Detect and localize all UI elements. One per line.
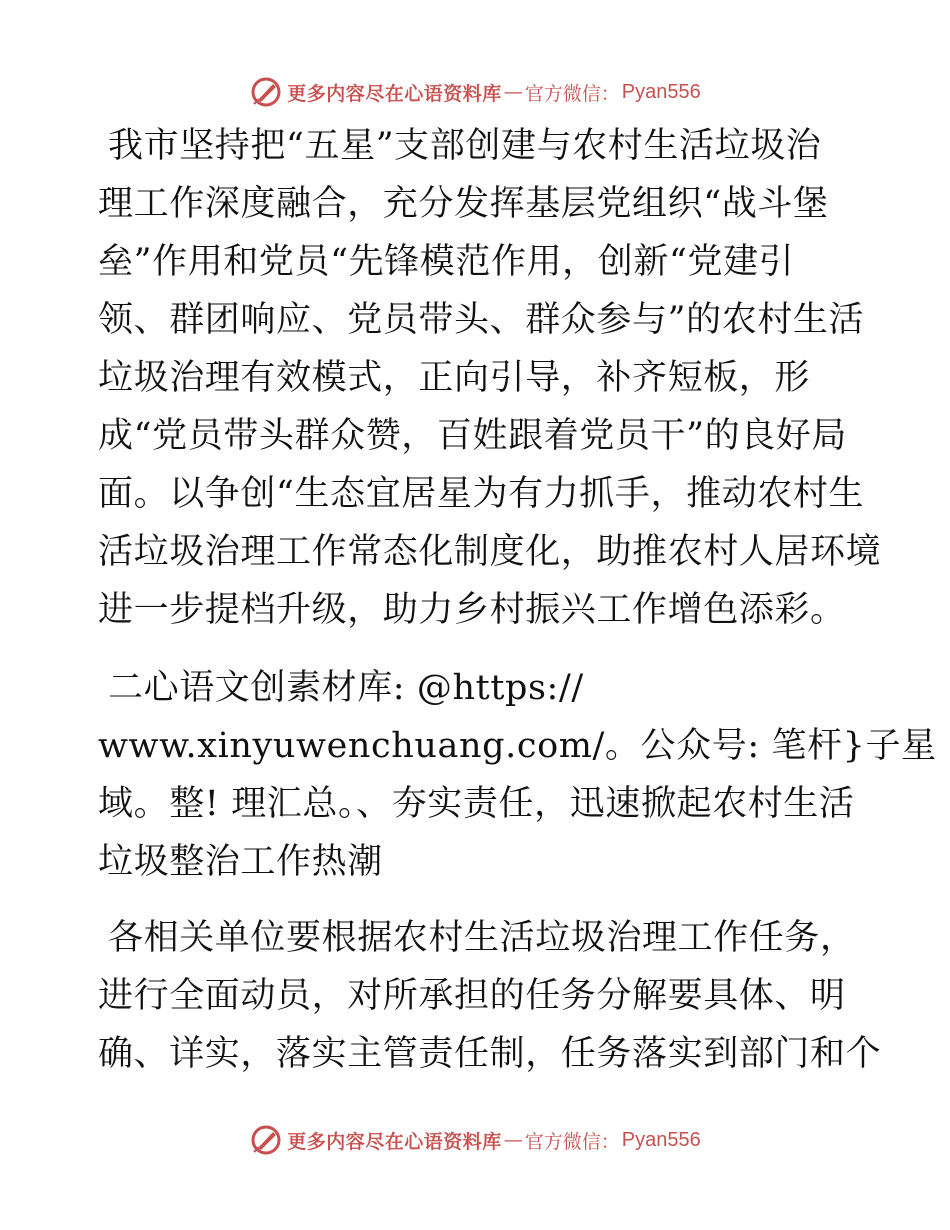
banner-wechat-id: Pyan556 <box>621 1128 701 1151</box>
banner-wechat-label: 官方微信： <box>524 82 620 105</box>
header-banner <box>0 72 950 112</box>
text-line: 我市坚持把“五星”支部创建与农村生活垃圾治 <box>108 126 822 166</box>
banner-wechat-label: 官方微信： <box>524 1130 620 1153</box>
text-line: 二心语文创素材库: @https:// <box>108 668 584 708</box>
text-line: 各相关单位要根据农村生活垃圾治理工作任务， <box>108 918 856 958</box>
text-line: 进行全面动员，对所承担的任务分解要具体、明 <box>98 976 846 1016</box>
quill-logo-icon <box>249 1123 283 1157</box>
text-line: 进一步提档升级，助力乡村振兴工作增色添彩。 <box>98 590 846 630</box>
text-line: 域。整! 理汇总。、夯实责任，迅速掀起农村生活 <box>98 784 855 824</box>
text-line: 垃圾治理有效模式，正向引导，补齐短板，形 <box>98 358 811 398</box>
text-line: 面。以争创“生态宜居星为有力抓手，推动农村生 <box>98 474 865 514</box>
banner-separator: — <box>503 81 523 103</box>
text-line: 活垃圾治理工作常态化制度化，助推农村人居环境 <box>98 532 882 572</box>
text-line: 确、详实，落实主管责任制，任务落实到部门和个 <box>98 1034 882 1074</box>
text-line: 垒”作用和党员“先锋模范作用，创新“党建引 <box>98 242 795 282</box>
text-line: 垃圾整治工作热潮 <box>98 842 383 882</box>
banner-text: 更多内容尽在心语资料库 <box>287 1130 502 1153</box>
banner-text: 更多内容尽在心语资料库 <box>287 82 502 105</box>
text-line: 理工作深度融合，充分发挥基层党组织“战斗堡 <box>98 184 829 224</box>
banner-separator: — <box>503 1129 523 1151</box>
text-line: 成“党员带头群众赞，百姓跟着党员干”的良好局 <box>98 416 847 456</box>
quill-logo-icon <box>249 75 283 109</box>
banner-wechat-id: Pyan556 <box>621 80 701 103</box>
text-line: www.xinyuwenchuang.com/。公众号: 笔杆}子星 <box>98 726 937 766</box>
footer-banner <box>0 1120 950 1160</box>
text-line: 领、群团响应、党员带头、群众参与”的农村生活 <box>98 300 865 340</box>
